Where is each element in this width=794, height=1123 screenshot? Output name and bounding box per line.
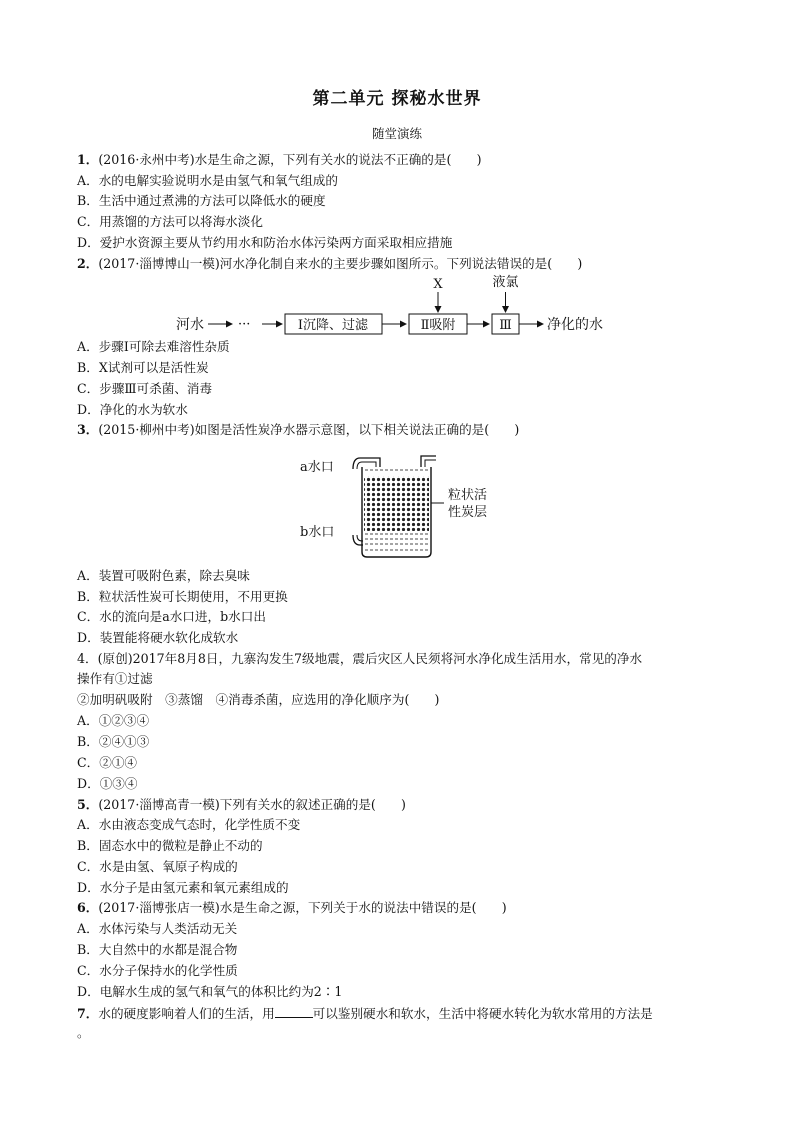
option-d: D．水分子是由氢元素和氧元素组成的 xyxy=(77,880,289,895)
option-a: A．①②③④ xyxy=(77,713,150,728)
carbon-layer xyxy=(364,476,429,531)
label-b-outlet: b水口 xyxy=(300,525,335,540)
page-subtitle: 随堂演练 xyxy=(371,126,422,141)
option-c: C．水分子保持水的化学性质 xyxy=(77,963,238,978)
option-c: C．水的流向是a水口进，b水口出 xyxy=(77,609,266,624)
option-a: A．水由液态变成气态时，化学性质不变 xyxy=(77,817,301,832)
question-text: 水的硬度影响着人们的生活，用 xyxy=(98,1006,275,1021)
question-6-stem xyxy=(77,900,507,916)
input-x-label: X xyxy=(433,277,443,292)
top-right-pipe xyxy=(421,456,436,467)
question-text: (2015·柳州中考)如图是活性炭净水器示意图，以下相关说法正确的是( ) xyxy=(98,422,520,437)
question-number: 2． xyxy=(77,256,99,271)
question-2-stem xyxy=(77,256,582,272)
question-number: 6． xyxy=(77,900,99,915)
answer-blank[interactable] xyxy=(275,1005,313,1018)
option-a: A．水体污染与人类活动无关 xyxy=(77,921,238,936)
question-text: (2016·永州中考)水是生命之源，下列有关水的说法不正确的是( ) xyxy=(98,152,482,167)
question-number: 3． xyxy=(77,422,99,437)
option-d: D．净化的水为软水 xyxy=(77,402,188,417)
question-1-stem xyxy=(77,152,482,168)
question-4-stem-line-2: 操作有①过滤 xyxy=(77,671,153,686)
question-text: (原创)2017年8月8日，九寨沟发生7级地震，震后灾区人民须将河水净化成生活用水，常见的净水 xyxy=(97,651,643,666)
step-1-label: Ⅰ沉降、过滤 xyxy=(297,318,369,333)
question-number: 4． xyxy=(77,651,98,666)
activated-carbon-filter-diagram xyxy=(296,447,506,562)
option-b: B．生活中通过煮沸的方法可以降低水的硬度 xyxy=(77,193,326,208)
inlet-pipe-a-inner xyxy=(357,462,376,469)
water-purification-flow-diagram xyxy=(170,272,640,340)
question-5-stem xyxy=(77,797,406,813)
option-b: B．粒状活性炭可长期使用，不用更换 xyxy=(77,589,288,604)
option-a: A．水的电解实验说明水是由氢气和氧气组成的 xyxy=(77,173,338,188)
option-b: B．②④①③ xyxy=(77,734,150,749)
option-d: D．爱护水资源主要从节约用水和防治水体污染两方面采取相应措施 xyxy=(77,235,453,250)
option-c: C．步骤Ⅲ可杀菌、消毒 xyxy=(77,381,213,396)
question-text: (2017·淄博博山一模)河水净化制自来水的主要步骤如图所示。下列说法错误的是( ) xyxy=(98,256,583,271)
option-a: A．装置可吸附色素，除去臭味 xyxy=(77,568,250,583)
flow-start-label: 河水 xyxy=(176,317,204,333)
option-d: D．装置能将硬水软化成软水 xyxy=(77,630,239,645)
question-text-continued: 可以鉴别硬水和软水，生活中将硬水转化为软水常用的方法是 xyxy=(312,1006,653,1021)
label-a-outlet: a水口 xyxy=(300,460,334,475)
flow-end-label: 净化的水 xyxy=(547,317,603,333)
layer-label-line-2: 性炭层 xyxy=(448,505,488,520)
option-c: C．水是由氢、氧原子构成的 xyxy=(77,859,238,874)
option-b: B．X试剂可以是活性炭 xyxy=(77,360,209,375)
question-number: 5． xyxy=(77,797,99,812)
question-7-stem xyxy=(77,1005,653,1022)
option-d: D．电解水生成的氢气和氧气的体积比约为2∶1 xyxy=(77,984,343,999)
input-chlorine-label: 液氯 xyxy=(492,275,519,290)
layer-label-line-1: 粒状活 xyxy=(448,488,488,503)
option-c: C．②①④ xyxy=(77,755,138,770)
question-7-stem-end: 。 xyxy=(77,1025,90,1040)
step-3-label: Ⅲ xyxy=(499,318,512,333)
step-2-label: Ⅱ吸附 xyxy=(420,318,456,333)
question-3-stem xyxy=(77,422,519,438)
option-d: D．①③④ xyxy=(77,776,138,791)
question-text: (2017·淄博高青一模)下列有关水的叙述正确的是( ) xyxy=(98,797,406,812)
option-b: B．大自然中的水都是混合物 xyxy=(77,942,238,957)
question-4-stem xyxy=(77,651,642,667)
question-number: 7． xyxy=(77,1006,99,1021)
option-c: C．用蒸馏的方法可以将海水淡化 xyxy=(77,214,263,229)
option-b: B．固态水中的微粒是静止不动的 xyxy=(77,838,263,853)
question-number: 1． xyxy=(77,152,99,167)
page-title: 第二单元 探秘水世界 xyxy=(312,89,482,109)
question-4-stem-line-3: ②加明矾吸附 ③蒸馏 ④消毒杀菌，应选用的净化顺序为( ) xyxy=(77,692,440,707)
question-text: (2017·淄博张店一模)水是生命之源，下列关于水的说法中错误的是( ) xyxy=(98,900,507,915)
flow-dots: ··· xyxy=(238,317,251,332)
option-a: A．步骤Ⅰ可除去难溶性杂质 xyxy=(77,339,230,354)
top-right-pipe-inner xyxy=(425,460,436,467)
